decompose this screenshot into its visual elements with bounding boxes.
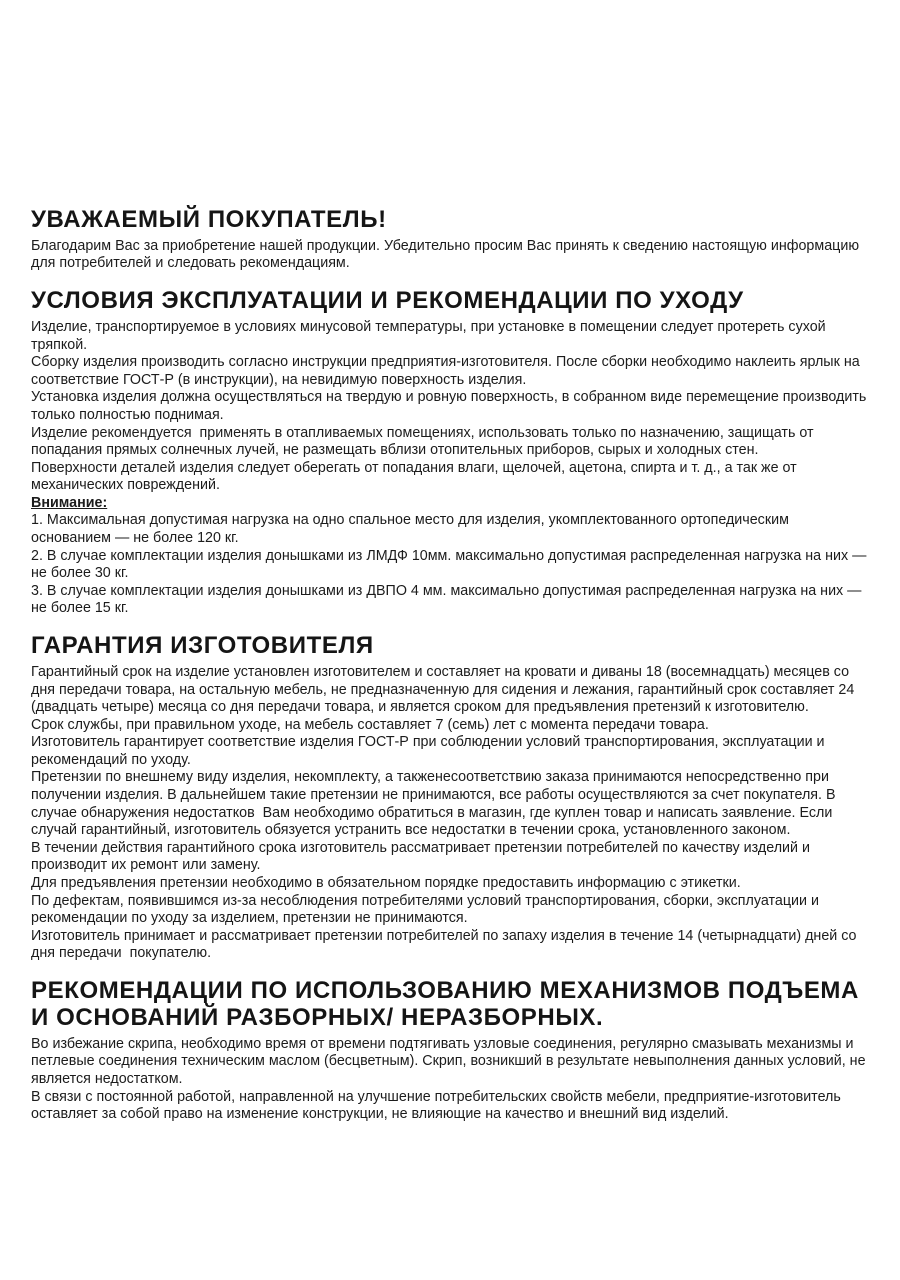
paragraph: В течении действия гарантийного срока изготовитель рассматривает претензии потребителей по качеству изделий и производит их ремонт или замену.	[31, 839, 814, 874]
paragraph: Гарантийный срок на изделие установлен изготовителем и составляет на кровати и диваны 18 (восемнадцать) месяцев со дня передачи товара, на остальную мебель, не предназначенную для сидения и лежания, гарантийный срок составляет 24 (двадцать четыре) месяца со дня передачи товара, и является сроком для предъявления претензий к изготовителю.	[31, 663, 859, 716]
paragraph: Изделие рекомендуется применять в отапливаемых помещениях, использовать только по назначению, защищать от попадания прямых солнечных лучей, не размещать вблизи отопительных приборов, сырых и холодных стен.	[31, 424, 818, 459]
section-mechanism-recommendations	[31, 978, 870, 1124]
section-dear-customer	[31, 207, 870, 273]
paragraph: Для предъявления претензии необходимо в обязательном порядке предоставить информацию с этикетки.	[31, 875, 741, 892]
paragraph: Во избежание скрипа, необходимо время от времени подтягивать узловые соединения, регулярно смазывать механизмы и петлевые соединения техническим маслом (бесцветным). Скрип, возникший в результате невыполнения данных условий, не является недостатком.	[31, 1035, 870, 1087]
section-heading-warranty: ГАРАНТИЯ ИЗГОТОВИТЕЛЯ	[31, 632, 374, 660]
section-heading-usage-conditions: УСЛОВИЯ ЭКСПЛУАТАЦИИ И РЕКОМЕНДАЦИИ ПО УХОДУ	[31, 287, 744, 315]
paragraph: Изделие, транспортируемое в условиях минусовой температуры, при установке в помещении следует протереть сухой тряпкой.	[31, 318, 830, 353]
paragraph: По дефектам, появившимся из-за несоблюдения потребителями условий транспортирования, сборки, эксплуатации и рекомендации по уходу за изделием, претензии не принимаются.	[31, 892, 823, 927]
paragraph: Претензии по внешнему виду изделия, некомплекту, а такженесоответствию заказа принимаются непосредственно при получении изделия. В дальнейшем такие претензии не принимаются, все работы осуществляются за счет покупателя. В случае обнаружения недостатков Вам необходимо обратиться в магазин, где куплен товар и написать заявление. Если случай гарантийный, изготовитель обязуется устранить все недостатки в течении срока, установленного законом.	[31, 769, 840, 839]
attention-item: 1. Максимальная допустимая нагрузка на одно спальное место для изделия, укомплектованного ортопедическим основанием — не более 120 кг.	[31, 512, 793, 547]
paragraph: Изготовитель гарантирует соответствие изделия ГОСТ-Р при соблюдении условий транспортирования, эксплуатации и рекомендаций по уходу.	[31, 734, 829, 768]
section-warranty	[31, 633, 870, 963]
section-heading-dear-customer: УВАЖАЕМЫЙ ПОКУПАТЕЛЬ!	[31, 206, 387, 233]
paragraph: Срок службы, при правильном уходе, на мебель составляет 7 (семь) лет с момента передачи товара.	[31, 716, 709, 733]
attention-item: 3. В случае комплектации изделия донышками из ДВПО 4 мм. максимально допустимая распределенная нагрузка на них — не более 15 кг.	[31, 582, 866, 617]
paragraph: Поверхности деталей изделия следует оберегать от попадания влаги, щелочей, ацетона, спирта и т. д., а так же от механических повреждений.	[31, 459, 801, 494]
paragraph: Изготовитель принимает и рассматривает претензии потребителей по запаху изделия в течение 14 (четырнадцати) дней со дня передачи покупателю.	[31, 927, 861, 962]
paragraph: Сборку изделия производить согласно инструкции предприятия-изготовителя. После сборки необходимо наклеить ярлык на соответствие ГОСТ-Р (в инструкции), на невидимую поверхность изделия.	[31, 354, 864, 388]
section-usage-conditions	[31, 288, 870, 618]
paragraph: Установка изделия должна осуществляться на твердую и ровную поверхность, в собранном виде перемещение производить только полностью поднимая.	[31, 389, 871, 423]
paragraph: В связи с постоянной работой, направленной на улучшение потребительских свойств мебели, предприятие-изготовитель оставляет за собой право на изменение конструкции, не влияющие на качество и внешний вид изделий.	[31, 1088, 845, 1123]
paragraph: Благодарим Вас за приобретение нашей продукции. Убедительно просим Вас принять к сведению настоящую информацию для потребителей и следовать рекомендациям.	[31, 237, 864, 272]
section-heading-mechanism-recommendations: РЕКОМЕНДАЦИИ ПО ИСПОЛЬЗОВАНИЮ МЕХАНИЗМОВ ПОДЪЕМА И ОСНОВАНИЙ РАЗБОРНЫХ/ НЕРАЗБОРНЫХ.	[31, 977, 859, 1031]
attention-label: Внимание:	[31, 494, 108, 511]
attention-item: 2. В случае комплектации изделия донышками из ЛМДФ 10мм. максимально допустимая распределенная нагрузка на них — не более 30 кг.	[31, 547, 871, 582]
